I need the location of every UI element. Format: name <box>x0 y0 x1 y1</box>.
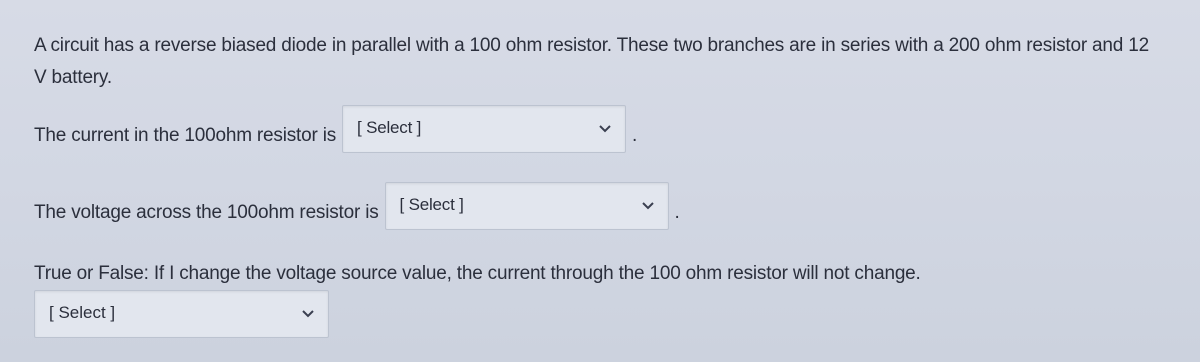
current-select[interactable] <box>342 105 626 153</box>
period: . <box>632 125 638 146</box>
question-intro: A circuit has a reverse biased diode in parallel with a 100 ohm resistor. These two branches are in series with a 200 ohm resistor and 12 V battery. <box>34 35 1149 88</box>
question-current-label: The current in the 100ohm resistor is <box>34 125 337 146</box>
chevron-down-icon <box>599 124 611 134</box>
question-row-true-false <box>34 263 921 285</box>
voltage-select-value: [ Select ] <box>399 195 464 214</box>
question-voltage-label: The voltage across the 100ohm resistor is <box>34 202 379 223</box>
voltage-select[interactable] <box>385 182 669 230</box>
period: . <box>674 202 680 223</box>
question-row-voltage <box>34 182 680 230</box>
true-false-select[interactable] <box>34 290 329 338</box>
current-select-value: [ Select ] <box>357 118 422 137</box>
true-false-select-value: [ Select ] <box>49 303 116 322</box>
chevron-down-icon <box>642 201 654 211</box>
question-row-current <box>34 105 637 153</box>
chevron-down-icon <box>302 309 314 319</box>
question-true-false-label: True or False: If I change the voltage source value, the current through the 100 ohm resistor will not change. <box>34 263 921 284</box>
